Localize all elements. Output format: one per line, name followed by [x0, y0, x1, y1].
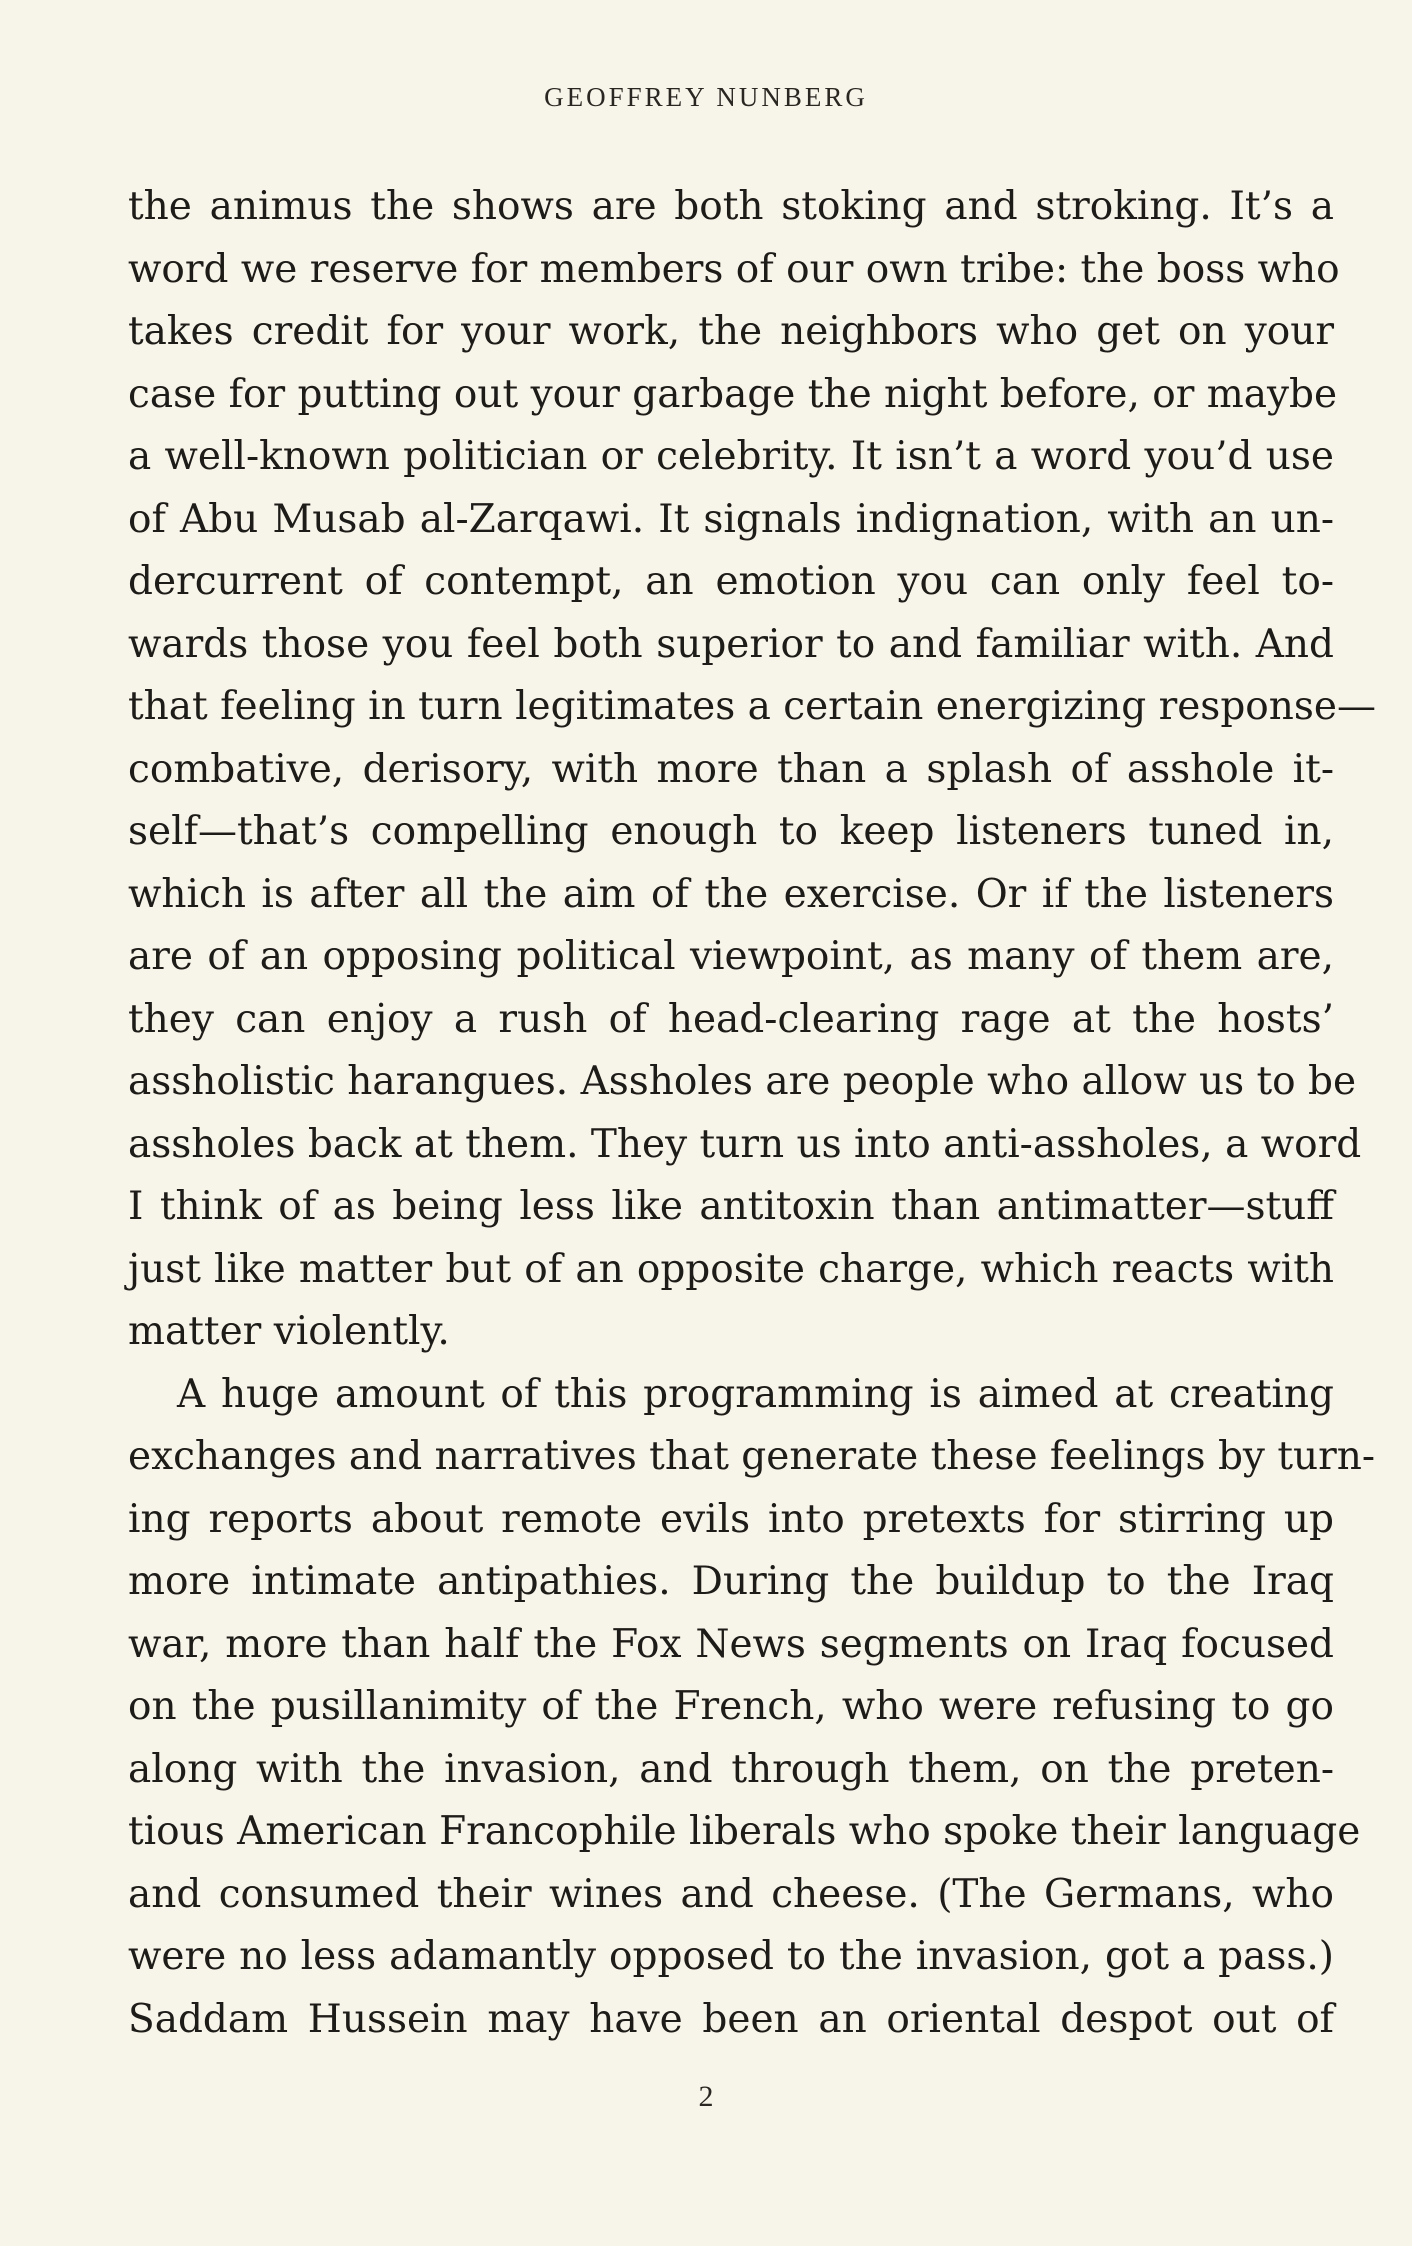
page-number: 2 — [698, 2080, 714, 2113]
text-line: Saddam Hussein may have been an oriental despot out of — [128, 1996, 1334, 2042]
running-head: GEOFFREY NUNBERG — [544, 82, 868, 112]
text-line: assholistic harangues. Assholes are people who allow us to be — [128, 1059, 1357, 1104]
text-line: assholes back at them. They turn us into anti-assholes, a word — [128, 1121, 1362, 1167]
text-line: just like matter but of an opposite charge, which reacts with — [128, 1246, 1334, 1292]
text-line: which is after all the aim of the exercise. Or if the listeners — [128, 871, 1334, 917]
text-line: war, more than half the Fox News segments on Iraq focused — [128, 1621, 1334, 1667]
text-line: that feeling in turn legitimates a certain energizing response— — [128, 684, 1376, 729]
text-line: tious American Francophile liberals who spoke their language — [128, 1809, 1361, 1854]
text-line: A huge amount of this programming is aimed at creating — [177, 1371, 1334, 1417]
text-line: wards those you feel both superior to and familiar with. And — [128, 621, 1334, 667]
text-line: combative, derisory, with more than a splash of asshole it- — [128, 746, 1334, 792]
text-line: case for putting out your garbage the night before, or maybe — [128, 371, 1338, 417]
text-line: the animus the shows are both stoking and stroking. It’s a — [128, 184, 1334, 229]
text-line: were no less adamantly opposed to the invasion, got a pass.) — [128, 1934, 1334, 1979]
text-line: along with the invasion, and through them, on the preten- — [128, 1746, 1334, 1792]
text-line: a well-known politician or celebrity. It isn’t a word you’d use — [128, 434, 1334, 479]
text-line: self—that’s compelling enough to keep listeners tuned in, — [128, 809, 1334, 854]
text-line: are of an opposing political viewpoint, as many of them are, — [128, 934, 1334, 979]
body-text — [128, 176, 1376, 2051]
text-line: dercurrent of contempt, an emotion you can only feel to- — [128, 559, 1334, 604]
text-line: and consumed their wines and cheese. (The Germans, who — [128, 1871, 1334, 1917]
text-line: of Abu Musab al-Zarqawi. It signals indignation, with an un- — [128, 496, 1334, 542]
text-line: they can enjoy a rush of head-clearing rage at the hosts’ — [128, 996, 1334, 1042]
text-line: on the pusillanimity of the French, who were refusing to go — [128, 1684, 1334, 1729]
text-line: matter violently. — [128, 1309, 450, 1354]
text-line: takes credit for your work, the neighbors who get on your — [128, 309, 1334, 354]
text-line: ing reports about remote evils into pretexts for stirring up — [128, 1496, 1334, 1542]
text-line: word we reserve for members of our own tribe: the boss who — [128, 246, 1340, 292]
text-line: exchanges and narratives that generate these feelings by turn- — [128, 1434, 1376, 1479]
text-line: more intimate antipathies. During the buildup to the Iraq — [128, 1559, 1334, 1604]
text-line: I think of as being less like antitoxin than antimatter—stuff — [128, 1184, 1334, 1229]
